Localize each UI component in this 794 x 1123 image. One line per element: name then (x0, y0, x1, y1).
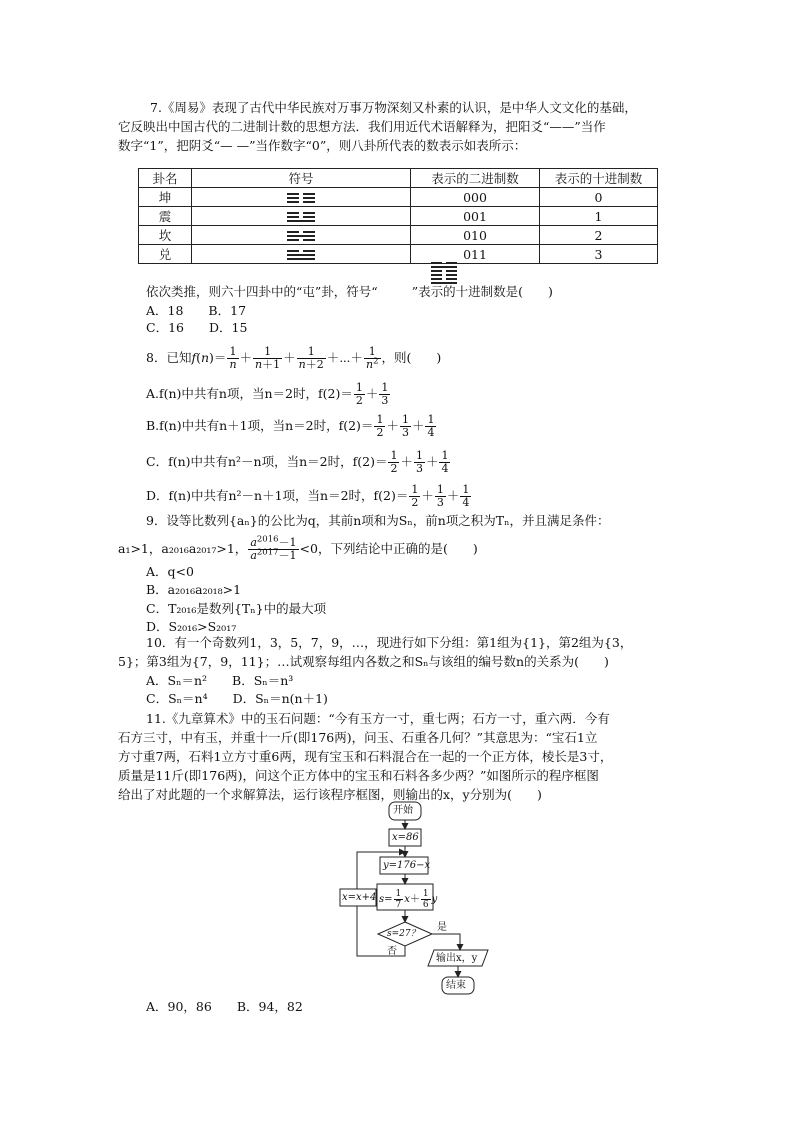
q11-line4: 质量是11斤(即176两)，问这个正方体中的宝玉和石料各多少两？”如图所示的程序框图 (118, 768, 599, 783)
decimal-value: 3 (540, 245, 658, 264)
table-row (139, 226, 658, 245)
q10-line2: 5}；第3组为{7，9，11}；…试观察每组内各数之和Sₙ与该组的编号数n的关系为( ) (118, 654, 609, 669)
binary-value: 001 (411, 207, 540, 226)
q11-line1: 11.《九章算术》中的玉石问题：“今有玉方一寸，重七两；石方一寸，重六两．今有 (146, 711, 610, 726)
q9-condition-text: a₁>1，a₂₀₁₆a₂₀₁₇>1， (118, 541, 248, 556)
q7-question-text: 依次类推，则六十四卦中的“屯”卦，符号“ (146, 284, 378, 299)
q8-option-c-text: C．f(n)中共有n²－n项，当n＝2时，f(2)＝ (146, 454, 388, 469)
flow-end-label: 结束 (446, 980, 466, 991)
q7-line2: 它反映出中国古代的二进制计数的思想方法．我们用近代术语解释为，把阳爻“——”当作 (118, 119, 606, 134)
q9-condition: a₁>1，a₂₀₁₆a₂₀₁₇>1， $\frac{a^{2016}-1}{a^{2017}-1}$ <0，下列结论中正确的是( ) (118, 534, 478, 562)
flow-no-label: 否 (387, 946, 397, 957)
decimal-value: 1 (540, 207, 658, 226)
q8-tail: ，则( ) (381, 350, 442, 365)
q8-option-a: A.f(n)中共有n项，当n＝2时，f(2)＝ $\frac{1}{2}$ ＋ $\frac{1}{3}$ (146, 381, 389, 407)
table-header: 表示的二进制数 (411, 169, 540, 188)
q8-number: 8．已知 (146, 350, 192, 365)
trigram-name: 震 (139, 207, 192, 226)
q7-question-tail: ”表示的十进制数是( ) (411, 284, 553, 299)
flow-increment-label: x=x+4 (342, 892, 377, 903)
table-row (139, 245, 658, 264)
q8-option-b-text: B.f(n)中共有n＋1项，当n＝2时，f(2)＝ (146, 418, 374, 433)
table-header: 表示的十进制数 (540, 169, 658, 188)
trigram-name: 坎 (139, 226, 192, 245)
flow-assign-s-label: s= $\frac{1}{7}$ x＋ $\frac{1}{6}$ y (379, 889, 438, 910)
flow-yes-label: 是 (437, 922, 447, 933)
q7-line3: 数字“1”，把阴爻“— —”当作数字“0”，则八卦所代表的数表示如表所示： (118, 138, 527, 153)
table-header-row (139, 169, 658, 188)
table-header: 符号 (192, 169, 411, 188)
flow-output-label: 输出x，y (436, 953, 478, 964)
flow-assign-y-label: y=176−x (383, 860, 431, 871)
decimal-value: 2 (540, 226, 658, 245)
q8-option-a-text: A.f(n)中共有n项，当n＝2时，f(2)＝ (146, 386, 353, 401)
q7-question (146, 284, 553, 300)
q10-options-ab: A．Sₙ＝n² B．Sₙ＝n³ (146, 673, 294, 688)
q9-option-b: B．a₂₀₁₆a₂₀₁₈>1 (146, 582, 242, 597)
q9-line1: 9．设等比数列{aₙ}的公比为q，其前n项和为Sₙ，前n项之积为Tₙ，并且满足条件： (146, 513, 610, 528)
bagua-table (138, 168, 658, 264)
q11-line3: 方寸重7两，石料1立方寸重6两，现有宝玉和石料混合在一起的一个正方体，棱长是3寸， (118, 749, 613, 764)
flow-condition-label: s=27？ (387, 929, 420, 939)
trigram-kan-symbol (192, 226, 411, 245)
trigram-name: 兑 (139, 245, 192, 264)
q7-options-ab: A．18 B．17 (146, 303, 247, 318)
q8-option-d-text: D．f(n)中共有n²－n＋1项，当n＝2时，f(2)＝ (146, 488, 409, 503)
flow-init-label: x=86 (392, 832, 419, 843)
q8-option-d: D．f(n)中共有n²－n＋1项，当n＝2时，f(2)＝ $\frac{1}{2}$ ＋ $\frac{1}{3}$ ＋ $\frac{1}{4}$ (146, 483, 470, 509)
binary-value: 011 (411, 245, 540, 264)
q8-option-c: C．f(n)中共有n²－n项，当n＝2时，f(2)＝ $\frac{1}{2}$ ＋ $\frac{1}{3}$ ＋ $\frac{1}{4}$ (146, 449, 449, 475)
q9-condition-tail: <0，下列结论中正确的是( ) (299, 541, 478, 556)
decimal-value: 0 (540, 188, 658, 207)
q7-line1: 7.《周易》表现了古代中华民族对万事万物深刻又朴素的认识，是中华人文文化的基础， (150, 100, 637, 115)
trigram-dui-symbol (192, 245, 411, 264)
q9-option-a: A．q<0 (146, 564, 194, 579)
trigram-name: 坤 (139, 188, 192, 207)
binary-value: 010 (411, 226, 540, 245)
trigram-kun-symbol (192, 188, 411, 207)
q11-options-ab: A．90，86 B．94，82 (146, 999, 303, 1014)
q11-line5: 给出了对此题的一个求解算法，运行该程序框图，则输出的x，y分别为( ) (118, 787, 542, 802)
q9-option-d: D．S₂₀₁₆>S₂₀₁₇ (146, 619, 237, 634)
q10-line1: 10．有一个奇数列1，3，5，7，9，…，现进行如下分组：第1组为{1}，第2组为{3， (146, 635, 633, 650)
table-header: 卦名 (139, 169, 192, 188)
trigram-zhen-symbol (192, 207, 411, 226)
table-row (139, 207, 658, 226)
flow-start-label: 开始 (393, 805, 413, 816)
table-row (139, 188, 658, 207)
q8-option-b: B.f(n)中共有n＋1项，当n＝2时，f(2)＝ $\frac{1}{2}$ ＋ $\frac{1}{3}$ ＋ $\frac{1}{4}$ (146, 413, 435, 439)
hexagram-zhun-symbol (431, 262, 457, 284)
q8-stem: 8．已知f(n)＝ $\frac{1}{n}$ ＋ $\frac{1}{n+1}$ ＋ $\frac{1}{n+2}$ ＋⋯＋ $\frac{1}{n^2}$ ，则( ) (146, 345, 442, 371)
q10-options-cd: C．Sₙ＝n⁴ D．Sₙ＝n(n＋1) (146, 691, 328, 706)
binary-value: 000 (411, 188, 540, 207)
flow-assign-s-prefix: s= (379, 894, 393, 905)
q9-option-c: C．T₂₀₁₆是数列{Tₙ}中的最大项 (146, 601, 327, 616)
q11-line2: 石方三寸，中有玉，并重十一斤(即176两)，问玉、石重各几何？”其意思为：“宝石1立 (118, 730, 598, 745)
q7-options-cd: C．16 D．15 (146, 320, 248, 335)
